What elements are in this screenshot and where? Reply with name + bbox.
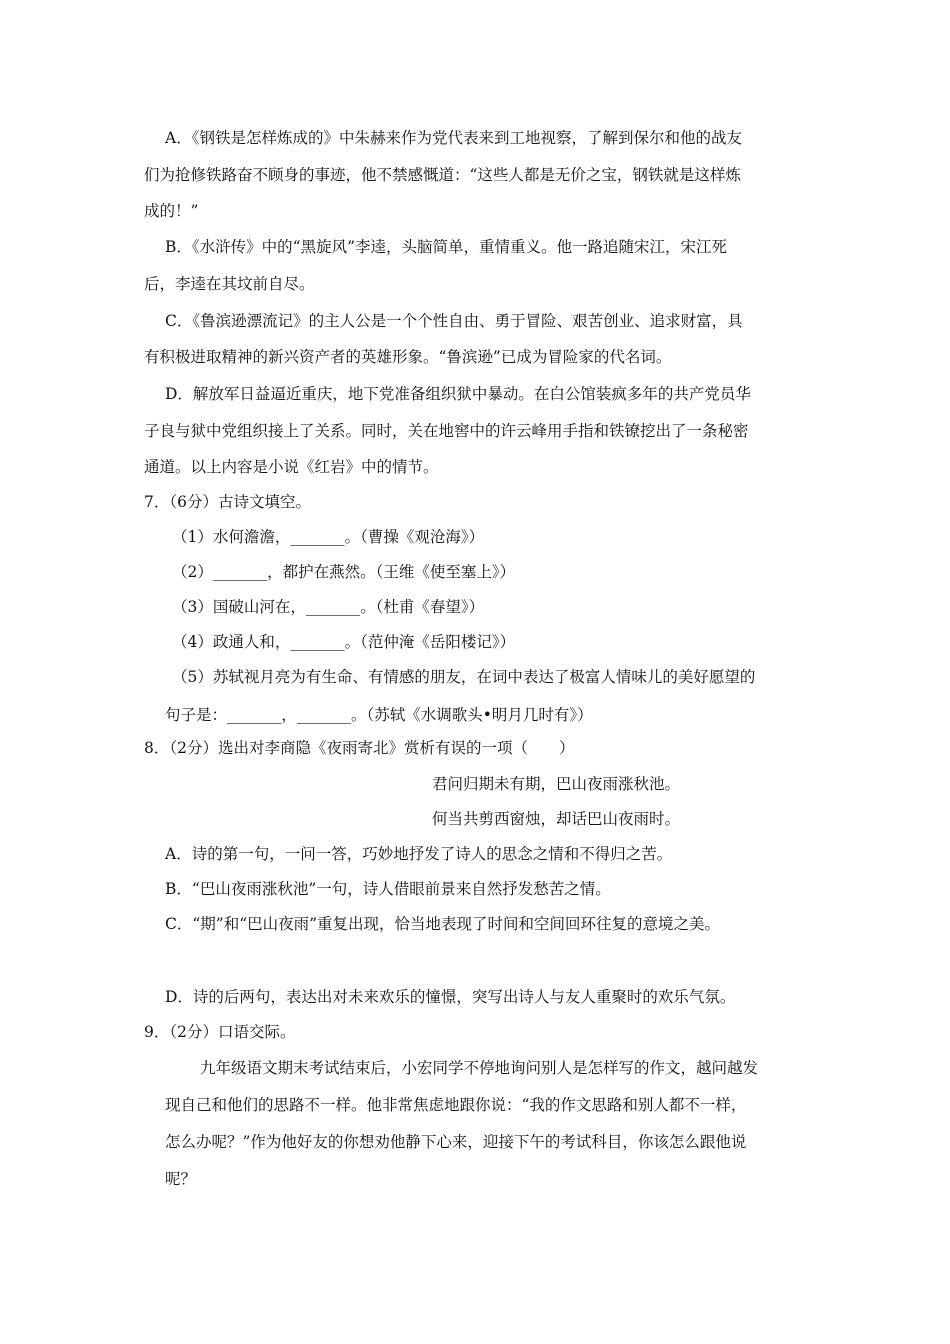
question-9-para-line-3: 怎么办呢？”作为他好友的你想劝他静下心来，迎接下午的考试科目，你该怎么跟他说 <box>165 1133 747 1151</box>
option-d-line-2: 子良与狱中党组织接上了关系。同时，关在地窖中的许云峰用手指和铁镣挖出了一条秘密 <box>144 422 749 440</box>
question-8-option-a: A．诗的第一句，一问一答，巧妙地抒发了诗人的思念之情和不得归之苦。 <box>165 845 673 863</box>
question-7-item-2: （2）_______，都护在燕然。（王维《使至塞上》） <box>172 563 516 581</box>
question-9-title: 9．（2分）口语交际。 <box>144 1023 296 1041</box>
question-7-item-1: （1）水何澹澹，_______。（曹操《观沧海》） <box>172 528 485 546</box>
poem-line-2: 何当共剪西窗烛，却话巴山夜雨时。 <box>431 810 680 828</box>
question-7-title: 7．（6分）古诗文填空。 <box>144 493 311 511</box>
option-c-line-1: C．《鲁滨逊漂流记》的主人公是一个个性自由、勇于冒险、艰苦创业、追求财富，具 <box>165 312 743 330</box>
question-7-item-5-line-2: 句子是：_______，_______。（苏轼《水调歌头•明月几时有》） <box>165 706 593 724</box>
question-8-option-b: B．“巴山夜雨涨秋池”一句，诗人借眼前景来自然抒发愁苦之情。 <box>165 880 611 898</box>
option-d-line-1: D．解放军日益逼近重庆，地下党准备组织狱中暴动。在白公馆装疯多年的共产党员华 <box>165 385 751 403</box>
question-8-title: 8．（2分）选出对李商隐《夜雨寄北》赏析有误的一项（ ） <box>144 739 575 757</box>
option-a-line-2: 们为抢修铁路奋不顾身的事迹，他不禁感慨道：“这些人都是无价之宝，钢铁就是这样炼 <box>144 166 741 184</box>
option-b-line-2: 后，李逵在其坟前自尽。 <box>144 275 315 293</box>
question-7-item-3: （3）国破山河在，_______。（杜甫《春望》） <box>172 598 485 616</box>
question-8-option-d: D．诗的后两句，表达出对未来欢乐的憧憬，突写出诗人与友人重聚时的欢乐气氛。 <box>165 988 736 1006</box>
option-b-line-1: B．《水浒传》中的“黑旋风”李逵，头脑简单，重情重义。他一路追随宋江，宋江死 <box>165 238 727 256</box>
question-7-item-5-line-1: （5）苏轼视月亮为有生命、有情感的朋友，在词中表达了极富人情味儿的美好愿望的 <box>172 668 756 686</box>
option-a-line-3: 成的！” <box>144 202 199 220</box>
question-9-para-line-4: 呢？ <box>165 1170 197 1188</box>
option-c-line-2: 有积极进取精神的新兴资产者的英雄形象。“鲁滨逊”已成为冒险家的代名词。 <box>144 348 672 366</box>
question-7-item-4: （4）政通人和，_______。（范仲淹《岳阳楼记》） <box>172 633 516 651</box>
question-9-para-line-1: 九年级语文期末考试结束后，小宏同学不停地询问别人是怎样写的作文，越问越发 <box>200 1059 759 1077</box>
question-9-para-line-2: 现自己和他们的思路不一样。他非常焦虑地跟你说：“我的作文思路和别人都不一样， <box>165 1096 747 1114</box>
poem-line-1: 君问归期未有期，巴山夜雨涨秋池。 <box>431 775 680 793</box>
option-a-line-1: A．《钢铁是怎样炼成的》中朱赫来作为党代表来到工地视察，了解到保尔和他的战友 <box>165 129 742 147</box>
question-8-option-c: C．“期”和“巴山夜雨”重复出现，恰当地表现了时间和空间回环往复的意境之美。 <box>165 915 721 933</box>
option-d-line-3: 通道。以上内容是小说《红岩》中的情节。 <box>144 458 439 476</box>
